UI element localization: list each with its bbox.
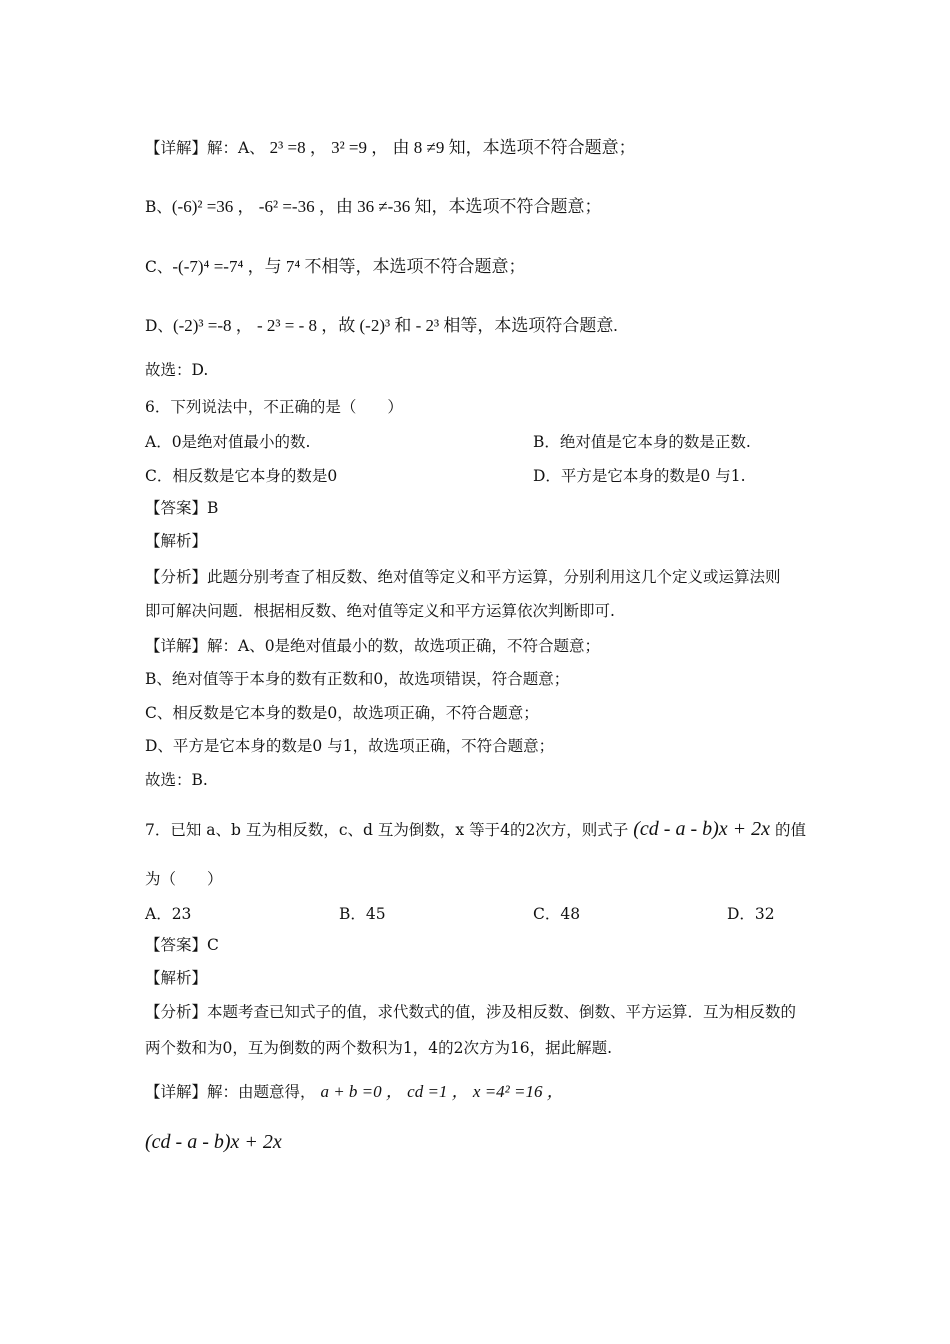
detail-7-math: a + b =0 ， cd =1 ， x =4² =16 ， xyxy=(320,1082,564,1101)
detail-b-text: (-6)² =36 ， -6² =-36 ，由 36 ≠-36 知，本选项不符合题意； xyxy=(171,197,602,216)
analysis-6-line1: 【分析】此题分别考查了相反数、绝对值等定义和平方运算，分别利用这几个定义或运算法则 xyxy=(145,568,781,586)
q6-option-d: D．平方是它本身的数是0 与1. xyxy=(533,467,746,485)
analysis-6-line2: 即可解决问题．根据相反数、绝对值等定义和平方运算依次判断即可. xyxy=(145,602,615,620)
question-7-cont: 为（ ） xyxy=(145,870,223,888)
detail-6-c: C、相反数是它本身的数是0，故选项正确，不符合题意； xyxy=(145,704,539,722)
q7-option-d: D．32 xyxy=(727,905,775,923)
q7-option-c: C．48 xyxy=(533,905,581,923)
detail-a-math: 2³ =8 ， 3² =9 ， 由 8 ≠9 知，本选项不符合题意； xyxy=(269,138,636,157)
q7-option-b: B．45 xyxy=(339,905,386,923)
question-7 xyxy=(145,818,806,841)
detail-d-prefix: D、 xyxy=(145,317,173,335)
detail-7 xyxy=(145,1081,564,1103)
line-detail-b xyxy=(145,196,602,218)
q6-option-a: A．0是绝对值最小的数. xyxy=(145,433,311,451)
analysis-title-7: 【解析】 xyxy=(145,969,208,987)
analysis-title-6: 【解析】 xyxy=(145,532,208,550)
detail-d-text: (-2)³ =-8 ， - 2³ = - 8 ，故 (-2)³ 和 - 2³ 相等，本选项符合题意. xyxy=(172,316,618,335)
q7-tail: 的值 xyxy=(774,821,806,839)
detail-6-a: 【详解】解：A、0是绝对值最小的数，故选项正确，不符合题意； xyxy=(145,637,601,655)
final-expression: (cd - a - b)x + 2x xyxy=(145,1131,282,1153)
q7-option-a: A．23 xyxy=(145,905,192,923)
answer-6: 【答案】B xyxy=(145,499,219,517)
detail-6-b: B、绝对值等于本身的数有正数和0，故选项错误，符合题意； xyxy=(145,670,570,688)
line-detail-c xyxy=(145,256,526,278)
q6-option-b: B．绝对值是它本身的数是正数. xyxy=(533,433,751,451)
line-detail-a xyxy=(145,137,636,159)
q7-text: 7．已知 a、b 互为相反数，c、d 互为倒数，x 等于4的2次方，则式子 xyxy=(145,821,629,839)
q6-option-c: C．相反数是它本身的数是0 xyxy=(145,467,338,485)
analysis-7-line1: 【分析】本题考查已知式子的值，求代数式的值，涉及相反数、倒数、平方运算．互为相反数的 xyxy=(145,1003,797,1021)
line-detail-d xyxy=(145,315,618,337)
answer-7: 【答案】C xyxy=(145,936,219,954)
choose-6: 故选：B. xyxy=(145,771,208,789)
detail-6-d: D、平方是它本身的数是0 与1，故选项正确，不符合题意； xyxy=(145,737,555,755)
analysis-7-line2: 两个数和为0，互为倒数的两个数积为1，4的2次方为16，据此解题. xyxy=(145,1039,613,1057)
detail-a-label: 【详解】解：A、 xyxy=(145,139,265,157)
detail-7-label: 【详解】解：由题意得， xyxy=(145,1083,316,1101)
question-6: 6．下列说法中，不正确的是（ ） xyxy=(145,398,403,416)
detail-b-prefix: B、 xyxy=(145,198,172,216)
q7-expression: (cd - a - b)x + 2x xyxy=(633,818,771,840)
detail-c-text: -(-7)⁴ =-7⁴ ，与 7⁴ 不相等，本选项不符合题意； xyxy=(172,257,526,276)
line-choose-d: 故选：D. xyxy=(145,361,209,379)
detail-c-prefix: C、 xyxy=(145,258,173,276)
